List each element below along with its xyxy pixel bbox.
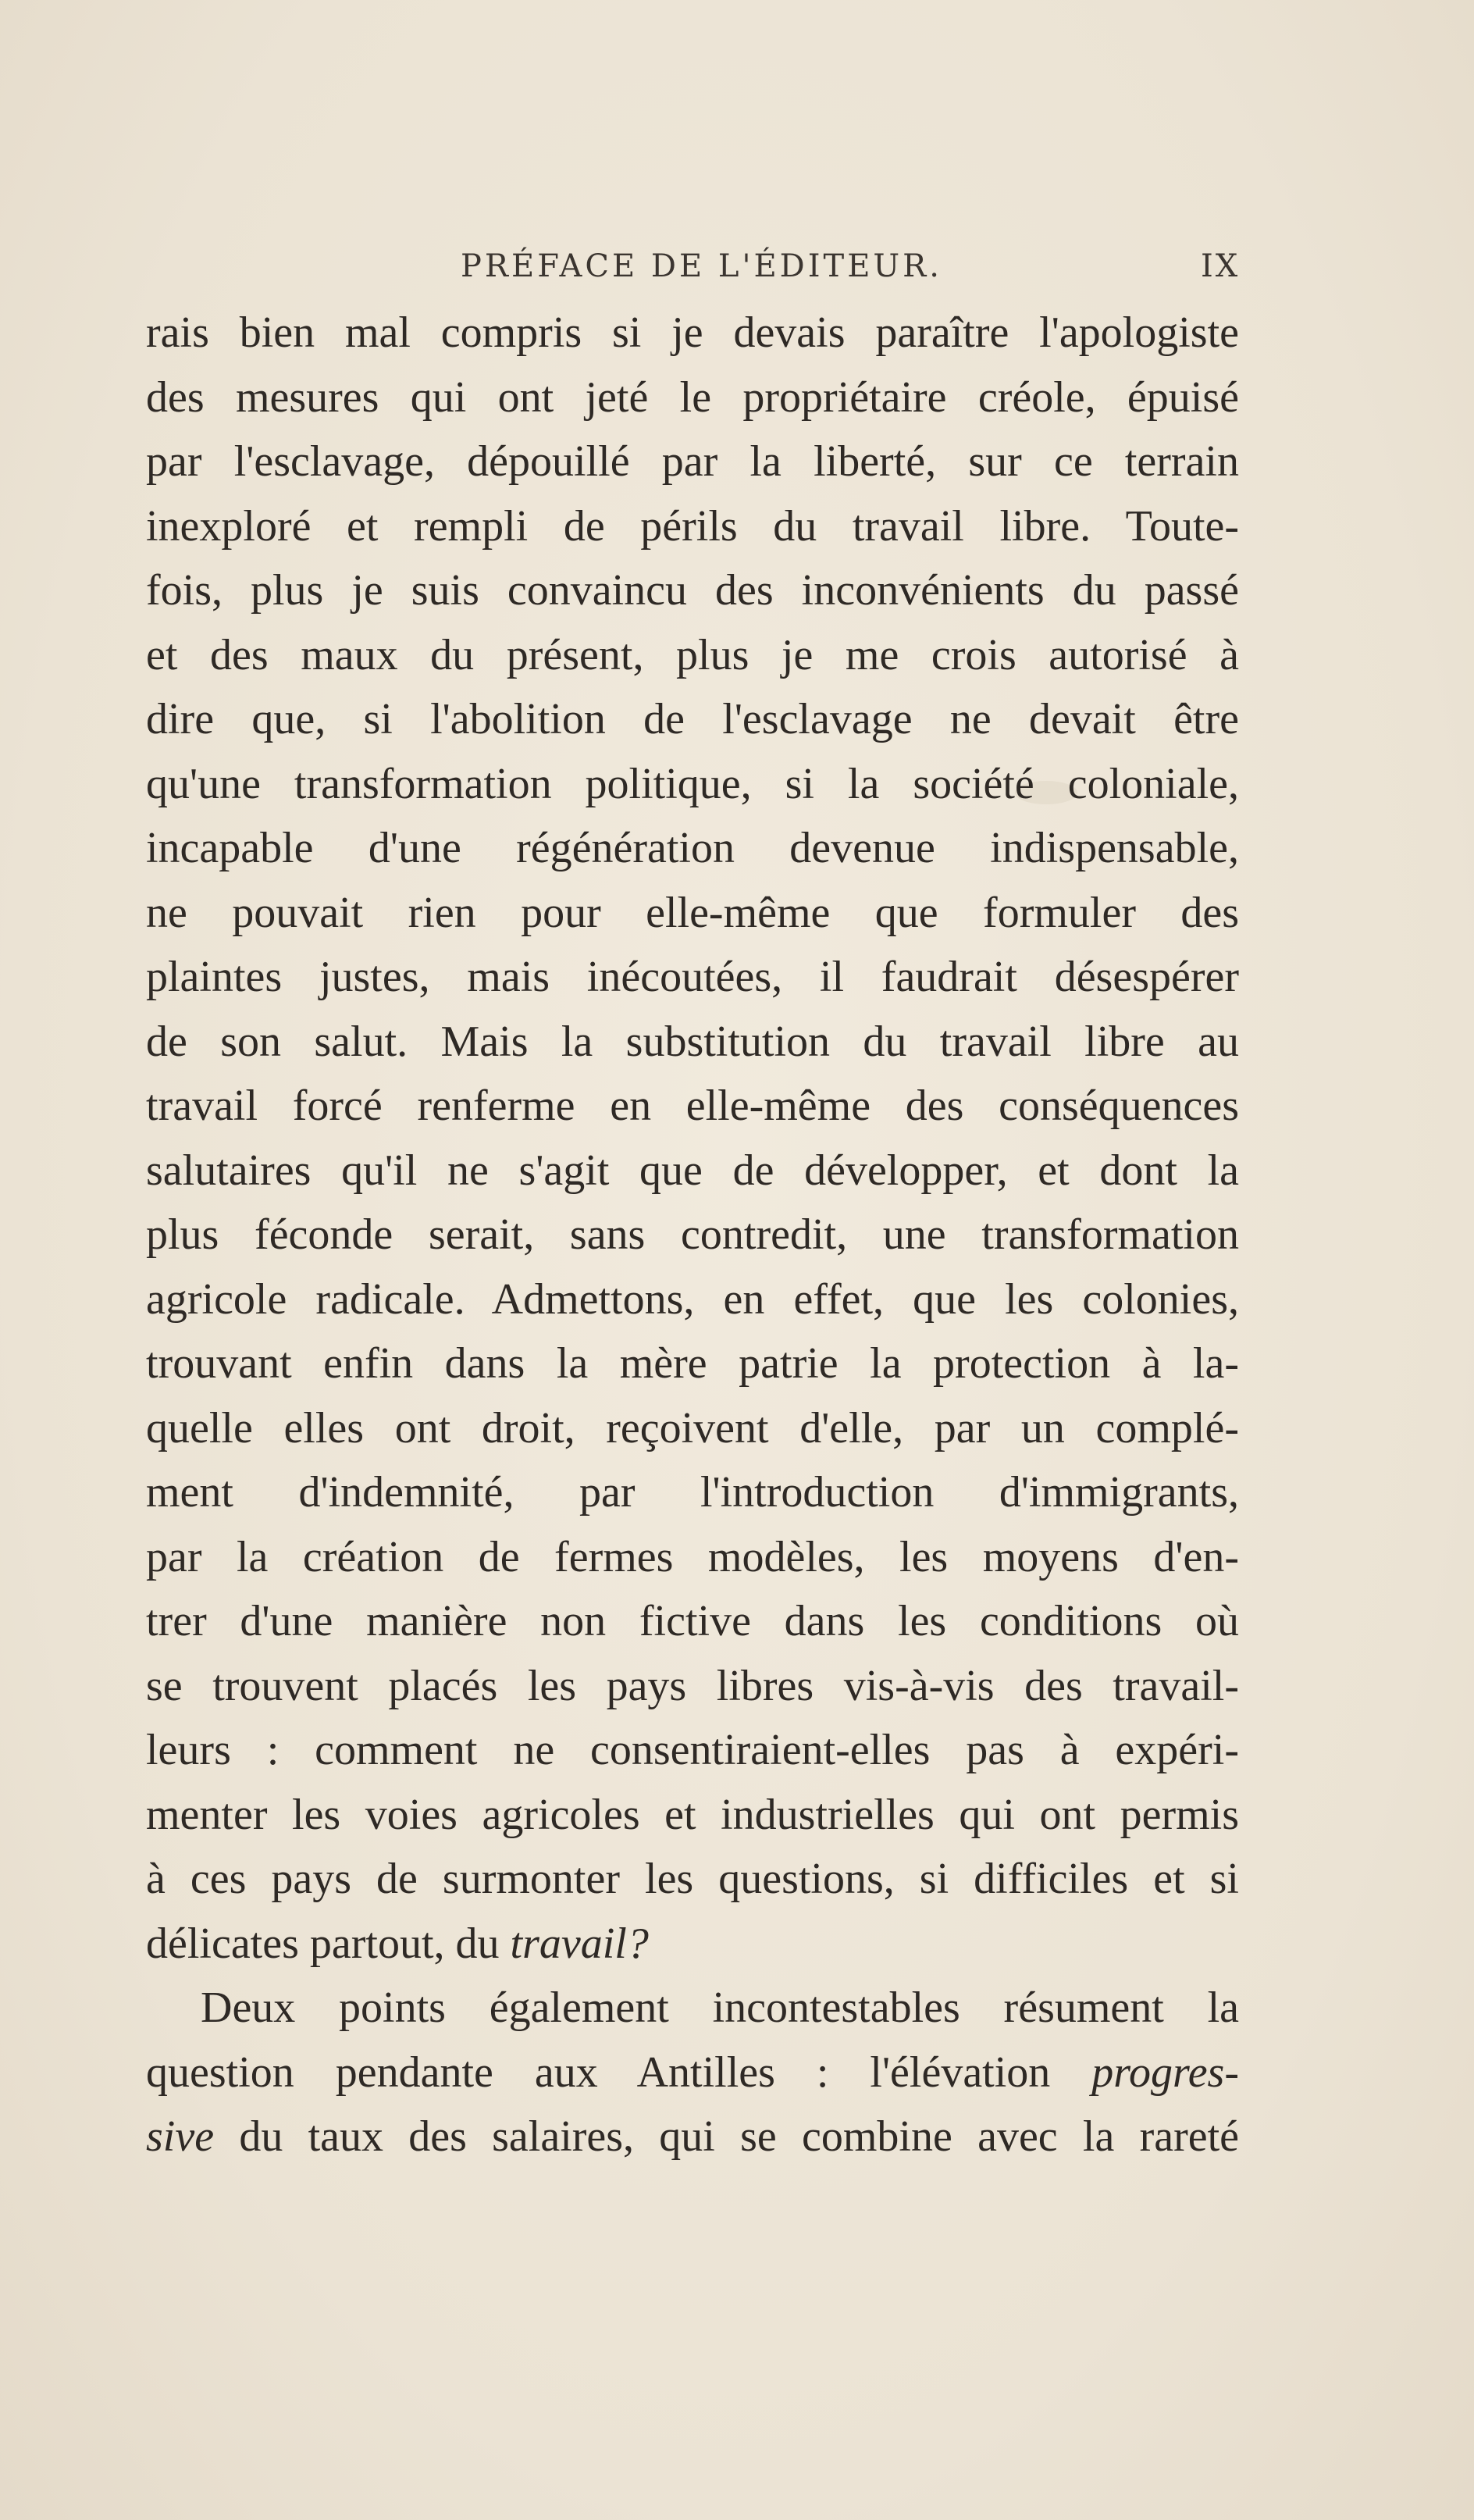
text-line: ment d'indemnité, par l'introduction d'immigrants, <box>146 1468 1239 1517</box>
text-line: menter les voies agricoles et industrielles qui ont permis <box>146 1790 1239 1839</box>
italic-word: travail? <box>510 1919 649 1968</box>
text-line: trer d'une manière non fictive dans les conditions où <box>146 1597 1239 1645</box>
text-line: inexploré et rempli de périls du travail libre. Toute- <box>146 501 1239 551</box>
body-text <box>146 301 1239 2169</box>
text-fragment: question pendante aux Antilles : l'élévation <box>146 2048 1092 2097</box>
text-line: Deux points également incontestables résument la <box>201 1984 1239 2032</box>
text-line: plaintes justes, mais inécoutées, il faudrait désespérer <box>146 953 1239 1001</box>
text-line: leurs : comment ne consentiraient-elles pas à expéri- <box>146 1726 1239 1774</box>
italic-word: progres- <box>1091 2048 1239 2097</box>
page-number: IX <box>1201 248 1241 284</box>
text-line: travail forcé renferme en elle-même des conséquences <box>146 1082 1239 1130</box>
text-line <box>146 2041 1239 2105</box>
running-title: PRÉFACE DE L'ÉDITEUR. <box>461 248 942 284</box>
text-line: incapable d'une régénération devenue indispensable, <box>146 824 1239 872</box>
text-line: trouvant enfin dans la mère patrie la protection à la- <box>146 1339 1239 1388</box>
text-line: ne pouvait rien pour elle-même que formuler des <box>146 888 1239 937</box>
text-line: agricole radicale. Admettons, en effet, que les colonies, <box>146 1274 1239 1324</box>
text-line: rais bien mal compris si je devais paraître l'apologiste <box>146 308 1239 357</box>
text-line: quelle elles ont droit, reçoivent d'elle, par un complé- <box>146 1403 1239 1452</box>
text-line: par la création de fermes modèles, les moyens d'en- <box>146 1532 1239 1581</box>
text-fragment: du taux des salaires, qui se combine avec la rareté <box>214 2112 1239 2161</box>
text-line: fois, plus je suis convaincu des inconvénients du passé <box>146 566 1239 615</box>
text-line: qu'une transformation politique, si la société coloniale, <box>146 759 1239 808</box>
text-fragment: délicates partout, du <box>146 1919 511 1968</box>
text-line: et des maux du présent, plus je me crois autorisé à <box>146 630 1239 679</box>
text-line: se trouvent placés les pays libres vis-à-vis des travail- <box>146 1661 1239 1710</box>
italic-word: sive <box>146 2112 215 2161</box>
text-line: par l'esclavage, dépouillé par la liberté, sur ce terrain <box>146 437 1239 486</box>
text-line <box>146 2105 1239 2169</box>
text-line: à ces pays de surmonter les questions, si difficiles et si <box>146 1855 1239 1903</box>
text-line: dire que, si l'abolition de l'esclavage ne devait être <box>146 695 1239 743</box>
paragraph-end-line <box>146 1912 1239 1976</box>
text-line: salutaires qu'il ne s'agit que de développer, et dont la <box>146 1146 1239 1195</box>
text-line: plus féconde serait, sans contredit, une transformation <box>146 1210 1239 1259</box>
text-line: des mesures qui ont jeté le propriétaire créole, épuisé <box>146 372 1239 422</box>
text-line: de son salut. Mais la substitution du travail libre au <box>146 1017 1239 1066</box>
